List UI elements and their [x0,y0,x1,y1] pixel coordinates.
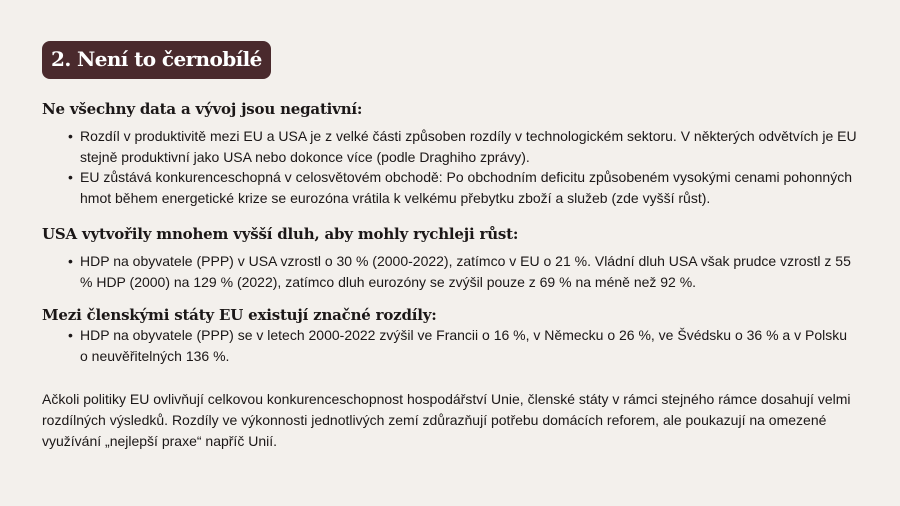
section-heading-usa-debt: USA vytvořily mnohem vyšší dluh, aby mohly rychleji růst: [42,225,519,243]
section-heading-member-states: Mezi členskými státy EU existují značné rozdíly: [42,306,437,324]
section-heading-negative: Ne všechny data a vývoj jsou negativní: [42,100,363,118]
list-item: • HDP na obyvatele (PPP) se v letech 2000-2022 zvýšil ve Francii o 16 %, v Německu o 26 %, ve Švédsku o 36 % a v Polsku o neuvěřitelných 136 %. [68,325,858,366]
bullet-list-usa-debt [68,251,858,292]
list-item: • HDP na obyvatele (PPP) v USA vzrostl o 30 % (2000-2022), zatímco v EU o 21 %. Vládní dluh USA však prudce vzrostl z 55 % HDP (2000) na 129 % (2022), zatímco dluh eurozóny se zvýšil pouze z 69 % na méně než 92 %. [68,251,858,292]
bullet-list-member-states [68,325,858,366]
list-item: • EU zůstává konkurenceschopná v celosvětovém obchodě: Po obchodním deficitu způsobeném vysokými cenami pohonných hmot během energetické krize se eurozóna vrátila k velkému přebytku zboží a služeb (zde vyšší růst). [68,167,858,208]
list-item: • Rozdíl v produktivitě mezi EU a USA je z velké části způsoben rozdíly v technologickém sektoru. V některých odvětvích je EU stejně produktivní jako USA nebo dokonce více (podle Draghiho zprávy). [68,126,858,167]
slide-title: 2. Není to černobílé [42,41,271,79]
bullet-list-negative [68,126,858,208]
closing-paragraph: Ačkoli politiky EU ovlivňují celkovou konkurenceschopnost hospodářství Unie, členské státy v rámci stejného rámce dosahují velmi rozdílných výsledků. Rozdíly ve výkonnosti jednotlivých zemí zdůrazňují potřebu domácích reforem, ale poukazují na omezené využívání „nejlepší praxe“ napříč Unií. [42,391,851,449]
